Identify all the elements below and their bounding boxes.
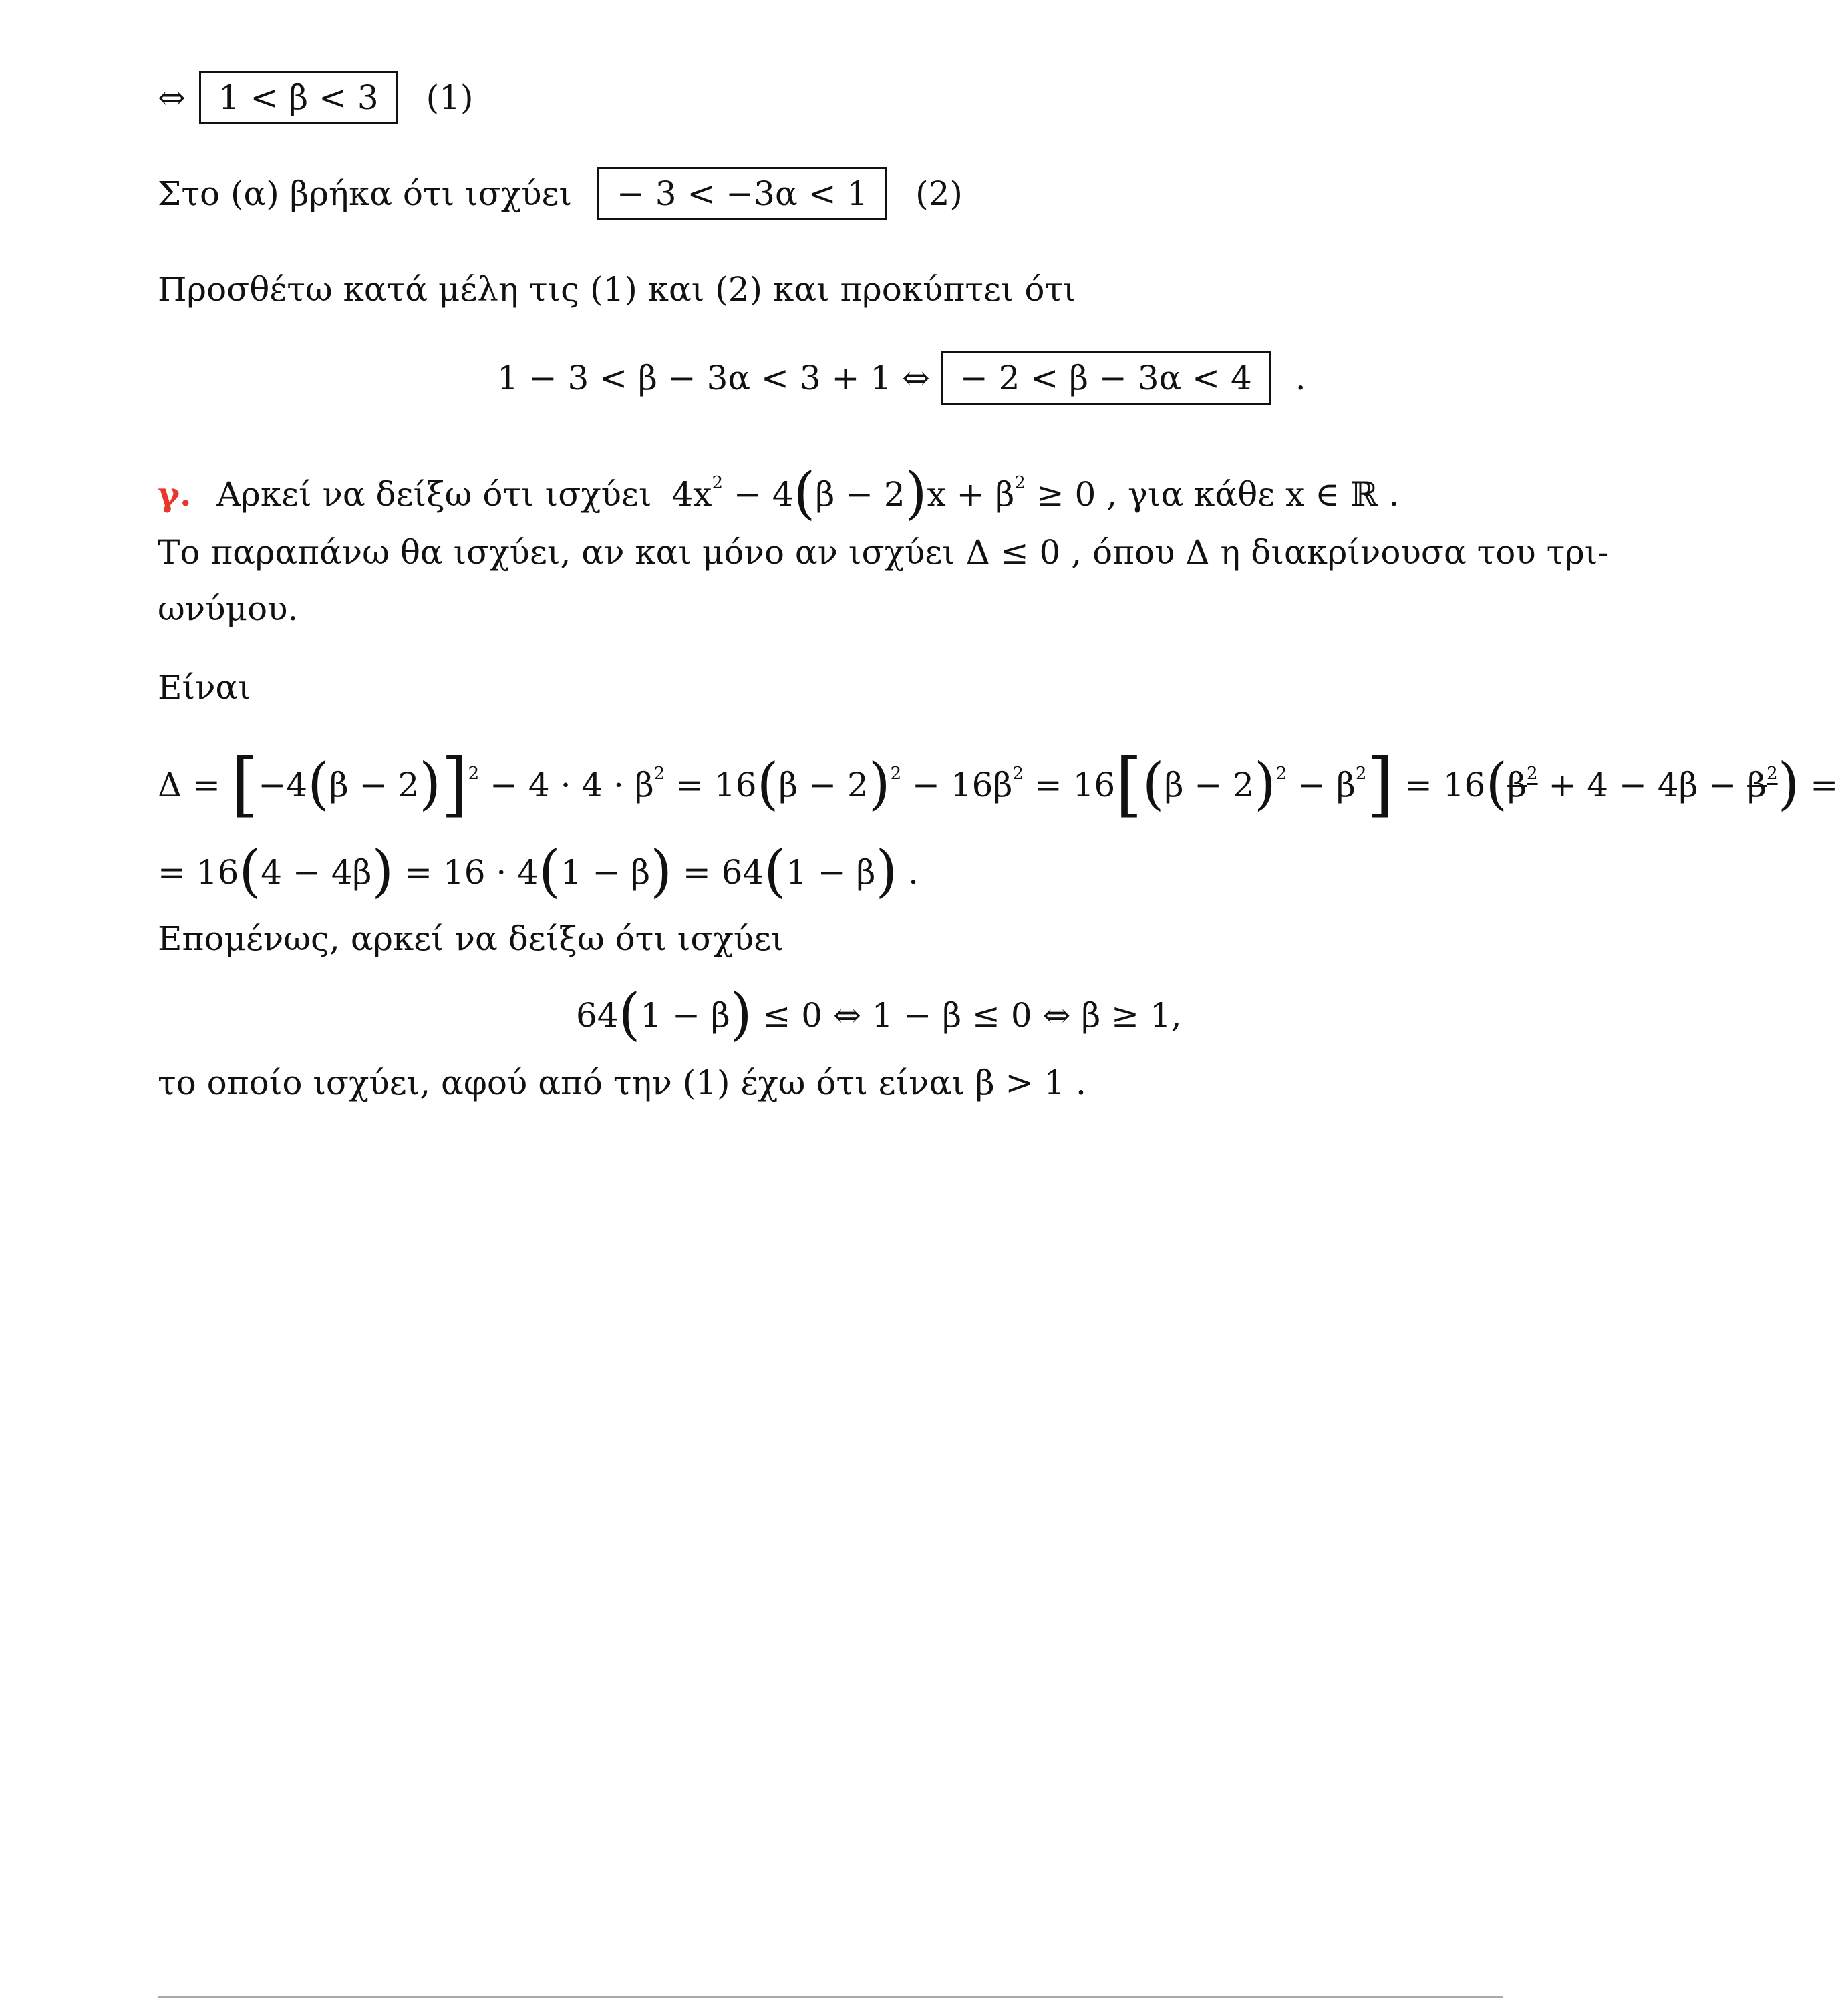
line-2 <box>158 167 963 220</box>
line-3 <box>158 270 1076 309</box>
line-12-final-inequality: 64(1 − β) ≤ 0 ⇔ 1 − β ≤ 0 ⇔ β ≥ 1, <box>576 981 1182 1047</box>
line-9-discriminant: $\Delta = [-4(\beta - 2)]^2 - 4 \cdot 4 \cdot \beta^2 = 16(\beta - 2)^2 - 16\beta^2 = 16[(\beta - 2)^2 - \beta^2] = 16(\beta^2 + 4 - 4\beta - \beta^2)$ = <box>158 743 1838 825</box>
line-8 <box>158 668 251 707</box>
text-therefore: Επομένως, αρκεί να δείξω ότι ισχύει <box>158 919 784 958</box>
cancelled-term-2: $\beta^2$ <box>1747 764 1778 804</box>
line-5 <box>158 460 1400 526</box>
period: . <box>1295 359 1306 397</box>
equation-label-2: (2) <box>915 174 963 213</box>
part-gamma-marker: γ. <box>158 474 192 514</box>
text-from-part-a: Στο (α) βρήκα ότι ισχύει <box>158 174 573 213</box>
quadratic-expression: $4x^2 - 4(\beta - 2)x + \beta^2 \ge 0$ , για κάθε x ∈ ℝ . <box>671 460 1400 526</box>
boxed-result-inequality: − 2 < β − 3α < 4 <box>941 351 1271 405</box>
sum-inequality: 1 − 3 < β − 3α < 3 + 1 ⇔ <box>497 359 930 397</box>
iff-symbol: ⇔ <box>158 78 186 117</box>
equation-label-1: (1) <box>426 78 474 117</box>
line-1 <box>158 71 473 124</box>
boxed-inequality-1: 1 < β < 3 <box>199 71 398 124</box>
line-7 <box>158 589 299 628</box>
text-conclusion: το οποίο ισχύει, αφού από την (1) έχω ότι είναι β > 1 . <box>158 1063 1086 1102</box>
line-6 <box>158 533 1610 572</box>
text-it-is: Είναι <box>158 668 251 707</box>
text-must-show: Αρκεί να δείξω ότι ισχύει <box>216 475 652 514</box>
text-add-members: Προσθέτω κατά μέλη τις (1) και (2) και προκύπτει ότι <box>158 270 1076 309</box>
text-discriminant-condition: Το παραπάνω θα ισχύει, αν και μόνο αν ισχύει Δ ≤ 0 , όπου Δ η διακρίνουσα του τρι- <box>158 533 1610 572</box>
line-10-simplification: = 16(4 − 4β) = 16 · 4(1 − β) = 64(1 − β) . <box>158 838 919 904</box>
line-11 <box>158 919 784 958</box>
text-trinomial-end: ωνύμου. <box>158 589 299 628</box>
line-4 <box>497 351 1306 405</box>
footer-rule <box>158 1996 1503 1998</box>
boxed-inequality-2: − 3 < −3α < 1 <box>597 167 887 220</box>
cancelled-term-1: $\beta^2$ <box>1507 764 1538 804</box>
line-13 <box>158 1063 1086 1102</box>
